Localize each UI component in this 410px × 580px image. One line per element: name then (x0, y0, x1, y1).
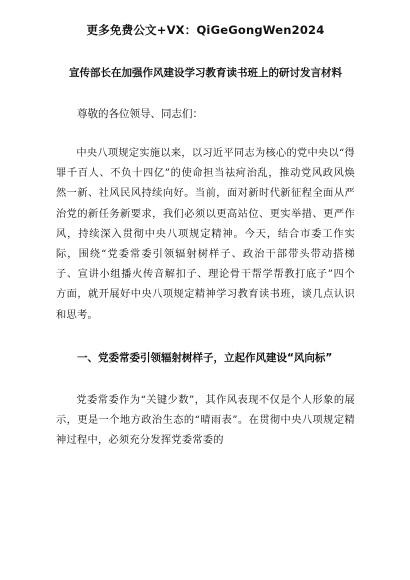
salutation: 尊敬的各位领导、同志们： (77, 108, 203, 120)
document-title: 宣传部长在加强作风建设学习教育读书班上的研讨发言材料 (69, 67, 342, 79)
intro-paragraph: 中央八项规定实施以来，以习近平同志为核心的党中央以“得罪千百人、不负十四亿”的使命担当祛疴治乱，推动党风政风焕然一新、社风民风持续向好。当前，面对新时代新征程全面从严治党的新任务新要求，我们必须以更高站位、更实举措、更严作风，持续深入贯彻中央八项规定精神。今天，结合市委工作实际，围绕“党委常委引领辐射树样子、政治干部带头带动搭梯子、宣讲小组播火传音解扣子、理论骨干帮学帮教打底子”四个方面，就开展好中央八项规定精神学习教育读书班，谈几点认识和思考。 (56, 148, 355, 321)
promo-header: 更多免费公文+VX：QiGeGongWen2024 (86, 23, 325, 37)
section-1-heading: 一、党委常委引领辐射树样子，立起作风建设“风向标” (77, 351, 333, 364)
section-1-paragraph: 党委常委作为“关键少数”，其作风表现不仅是个人形象的展示，更是一个地方政治生态的“晴雨表”。在贯彻中央八项规定精神过程中，必须充分发挥党委常委的 (56, 394, 355, 447)
